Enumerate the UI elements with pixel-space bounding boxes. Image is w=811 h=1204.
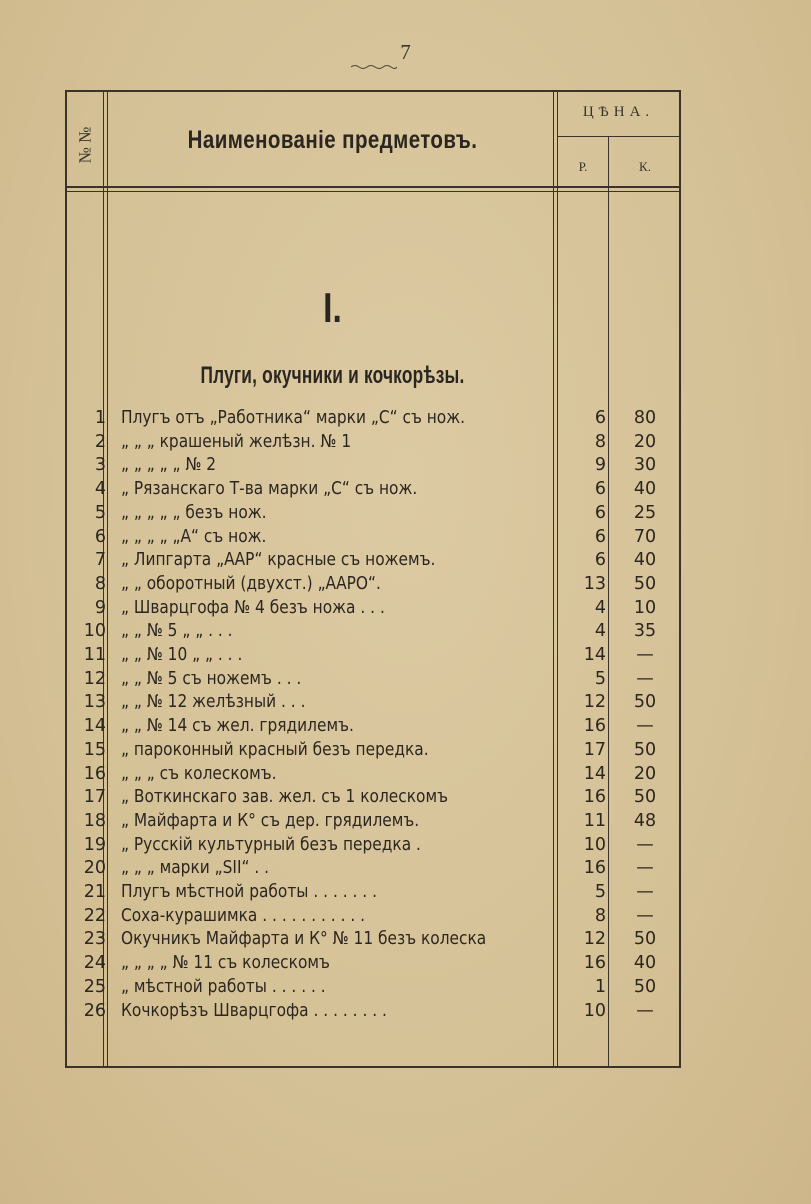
item-price-rubles: 6 xyxy=(594,550,606,571)
item-number: 2 xyxy=(94,431,106,452)
item-price-kopecks: — xyxy=(636,645,654,665)
item-number: 19 xyxy=(83,834,106,855)
item-price-rubles: 8 xyxy=(594,431,606,452)
item-price-rubles: 16 xyxy=(583,953,606,974)
item-price-rubles: 4 xyxy=(594,597,606,618)
item-number: 6 xyxy=(94,526,106,547)
item-price-kopecks: 50 xyxy=(633,976,657,997)
item-price-kopecks: — xyxy=(636,834,654,855)
item-price-rubles: 6 xyxy=(594,502,606,523)
table-row xyxy=(0,833,811,857)
item-number: 13 xyxy=(83,692,106,713)
item-name: Окучникъ Майфарта и К° № 11 безъ колеска xyxy=(121,929,487,950)
item-price-rubles: 16 xyxy=(583,858,606,879)
item-name: „ „ „ „ „А“ съ нож. xyxy=(121,526,267,547)
item-price-kopecks: 30 xyxy=(633,455,657,476)
table-row xyxy=(0,762,811,786)
item-name: „ „ „ „ „ № 2 xyxy=(121,455,217,476)
item-price-rubles: 17 xyxy=(583,739,606,760)
item-price-rubles: 6 xyxy=(594,408,606,428)
item-price-kopecks: 40 xyxy=(633,953,657,974)
table-row xyxy=(0,501,811,525)
item-price-kopecks: 10 xyxy=(633,597,657,618)
item-number: 1 xyxy=(94,408,106,428)
item-name: „ „ № 12 желѣзный . . . xyxy=(121,692,306,713)
table-row xyxy=(0,548,811,572)
ornament-divider xyxy=(351,64,397,70)
item-price-kopecks: 50 xyxy=(633,692,657,713)
item-price-kopecks: 25 xyxy=(633,502,657,523)
section-number: I. xyxy=(323,284,342,331)
table-row xyxy=(0,690,811,714)
table-row xyxy=(0,477,811,501)
item-price-rubles: 6 xyxy=(594,479,606,500)
item-number: 22 xyxy=(83,905,106,926)
item-name: „ „ „ „ № 11 съ колескомъ xyxy=(121,953,330,974)
item-price-kopecks: 20 xyxy=(633,763,657,784)
item-price-kopecks: 40 xyxy=(633,479,657,500)
item-number: 8 xyxy=(94,573,106,594)
item-price-kopecks: — xyxy=(636,668,654,689)
item-price-rubles: 11 xyxy=(583,810,606,831)
table-row xyxy=(0,927,811,951)
item-price-rubles: 10 xyxy=(583,834,606,855)
item-name: Кочкорѣзъ Шварцгофа . . . . . . . . xyxy=(121,1000,387,1021)
item-name: „ мѣстной работы . . . . . . xyxy=(121,976,326,997)
kopecks-column-header: К. xyxy=(639,159,651,174)
item-price-kopecks: 50 xyxy=(633,929,657,950)
item-price-rubles: 12 xyxy=(583,692,606,713)
item-price-kopecks: 48 xyxy=(633,810,657,831)
item-price-kopecks: 50 xyxy=(633,573,657,594)
item-price-rubles: 10 xyxy=(583,1000,606,1021)
item-number: 25 xyxy=(83,976,106,997)
table-row xyxy=(0,738,811,762)
item-number: 9 xyxy=(94,597,106,618)
item-number: 24 xyxy=(83,953,106,974)
table-row xyxy=(0,951,811,975)
table-row xyxy=(0,975,811,999)
item-number: 20 xyxy=(83,858,106,879)
item-number: 11 xyxy=(83,645,106,665)
table-row xyxy=(0,856,811,880)
page-number: 7 xyxy=(400,40,411,64)
item-number: 4 xyxy=(94,479,106,500)
item-name: „ Майфарта и К° съ дер. грядилемъ. xyxy=(121,810,420,831)
table-row xyxy=(0,999,811,1023)
item-price-kopecks: — xyxy=(636,905,654,926)
table-row xyxy=(0,596,811,620)
item-price-kopecks: 50 xyxy=(633,739,657,760)
item-price-kopecks: — xyxy=(636,716,654,737)
table-row xyxy=(0,619,811,643)
item-price-rubles: 4 xyxy=(594,621,606,642)
name-column-header: Наименованіе предметовъ. xyxy=(187,126,478,154)
table-row xyxy=(0,525,811,549)
item-name: „ „ № 5 съ ножемъ . . . xyxy=(121,668,302,689)
item-price-kopecks: 50 xyxy=(633,787,657,808)
item-price-kopecks: 70 xyxy=(633,526,657,547)
item-number: 12 xyxy=(83,668,106,689)
item-price-rubles: 5 xyxy=(594,668,606,689)
item-name: „ Воткинскаго зав. жел. съ 1 колескомъ xyxy=(121,787,448,808)
item-price-kopecks: 40 xyxy=(633,550,657,571)
table-row xyxy=(0,453,811,477)
item-number: 10 xyxy=(83,621,106,642)
item-price-kopecks: — xyxy=(636,882,654,902)
item-number: 14 xyxy=(83,716,106,737)
table-row xyxy=(0,406,811,430)
table-row xyxy=(0,667,811,691)
item-name: „ Шварцгофа № 4 безъ ножа . . . xyxy=(121,597,385,618)
item-name: „ „ № 14 съ жел. грядилемъ. xyxy=(121,716,354,737)
item-number: 18 xyxy=(83,810,106,831)
rubles-column-header: Р. xyxy=(578,159,588,174)
item-name: „ „ оборотный (двухст.) „ААРО“. xyxy=(121,573,381,594)
item-price-kopecks: 35 xyxy=(633,621,657,642)
table-row xyxy=(0,785,811,809)
item-name: Плугъ мѣстной работы . . . . . . . xyxy=(121,882,377,902)
item-number: 16 xyxy=(83,763,106,784)
item-price-kopecks: — xyxy=(636,858,654,879)
item-price-rubles: 9 xyxy=(594,455,606,476)
item-name: Соха-курашимка . . . . . . . . . . . xyxy=(121,905,366,926)
item-number: 3 xyxy=(94,455,106,476)
item-price-rubles: 16 xyxy=(583,716,606,737)
item-price-rubles: 5 xyxy=(594,882,606,902)
number-column-header: № № xyxy=(75,126,95,164)
item-number: 21 xyxy=(83,882,106,902)
item-name: „ „ № 5 „ „ . . . xyxy=(121,621,233,642)
table-row xyxy=(0,572,811,596)
item-name: „ „ № 10 „ „ . . . xyxy=(121,645,243,665)
section-title: Плуги, окучники и кочкорѣзы. xyxy=(200,362,465,389)
item-price-rubles: 8 xyxy=(594,905,606,926)
item-price-kopecks: 20 xyxy=(633,431,657,452)
item-price-rubles: 13 xyxy=(583,573,606,594)
item-name: „ пароконный красный безъ передка. xyxy=(121,739,429,760)
table-row xyxy=(0,643,811,667)
item-price-kopecks: — xyxy=(636,1000,654,1021)
item-name: „ Липгарта „ААР“ красные съ ножемъ. xyxy=(121,550,436,571)
item-number: 15 xyxy=(83,739,106,760)
item-name: „ „ „ крашеный желѣзн. № 1 xyxy=(121,431,352,452)
item-number: 7 xyxy=(94,550,106,571)
price-column-header: ЦѢНА. xyxy=(582,104,655,120)
item-price-rubles: 6 xyxy=(594,526,606,547)
item-price-rubles: 14 xyxy=(583,645,606,665)
item-number: 26 xyxy=(83,1000,106,1021)
item-price-rubles: 1 xyxy=(594,976,606,997)
item-name: „ „ „ съ колескомъ. xyxy=(121,763,277,784)
item-name: „ „ „ „ „ безъ нож. xyxy=(121,502,267,523)
table-row xyxy=(0,430,811,454)
item-price-kopecks: 80 xyxy=(633,408,657,428)
table-row xyxy=(0,809,811,833)
item-name: „ „ „ марки „SII“ . . xyxy=(121,858,270,879)
item-number: 5 xyxy=(94,502,106,523)
item-number: 17 xyxy=(83,787,106,808)
item-price-rubles: 14 xyxy=(583,763,606,784)
table-row xyxy=(0,714,811,738)
item-price-rubles: 12 xyxy=(583,929,606,950)
item-name: Плугъ отъ „Работника“ марки „С“ съ нож. xyxy=(121,408,465,428)
table-row xyxy=(0,904,811,928)
item-number: 23 xyxy=(83,929,106,950)
item-name: „ Рязанскаго Т-ва марки „С“ съ нож. xyxy=(121,479,418,500)
item-price-rubles: 16 xyxy=(583,787,606,808)
item-name: „ Русскій культурный безъ передка . xyxy=(121,834,421,855)
table-row xyxy=(0,880,811,904)
